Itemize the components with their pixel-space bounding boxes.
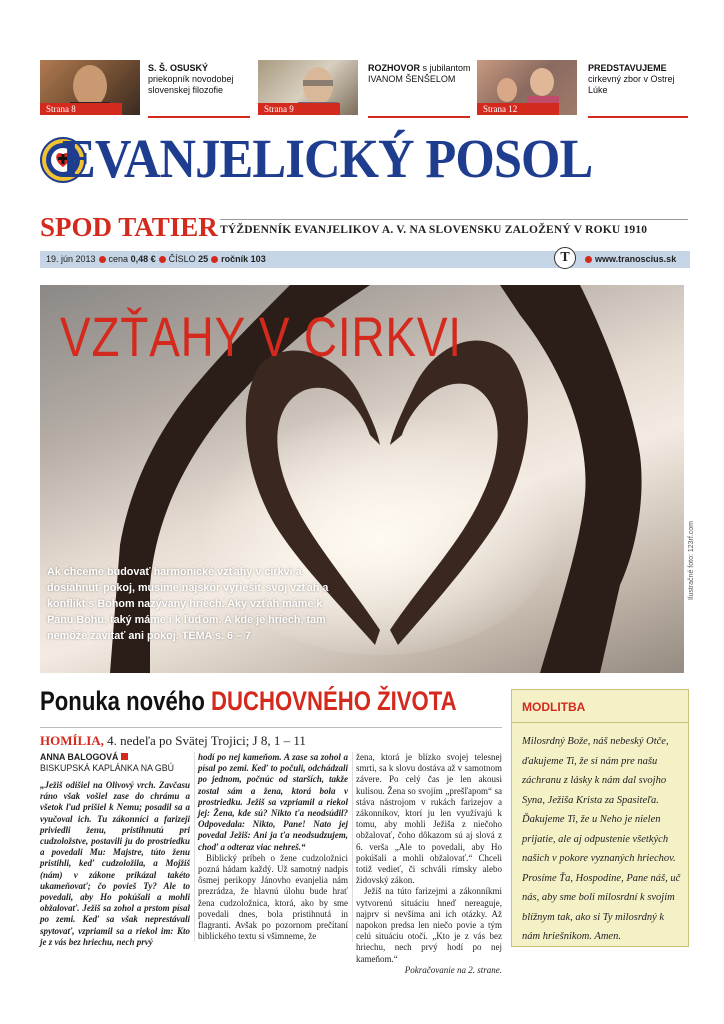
masthead-title: EVANJELICKÝ POSOL [62,128,593,189]
website-link[interactable] [582,251,676,268]
masthead-subtitle: SPOD TATIER [40,212,218,242]
bible-quote: „Ježiš odišiel na Olivový vrch. Zavčasu ráno však vošiel zase do chrámu a všetok ľud prišiel k Nemu; posadil sa a vyučoval ich. Tu zákonníci a farizeji priviedli ženu, pristihnutú pri cudzoložstve, postavili ju do prostriedku a povedali Mu: Majstre, túto ženu pristihli, keď cudzoložila, a Mojžiš (nám) v zákone prikázal takéto ukameňovať; čo povieš Ty? Ale to povedali, aby Ho pokúšali a mohli obžalovať. Ježiš sa zohol a prstom písal po zemi. Keď sa však neprestávali spytovať, vzpriamil sa a riekol im: Kto je z vás bez hriechu, nech prvý [40,780,190,947]
article-column-3 [356,752,502,976]
issue-info-bar [40,251,690,268]
article-column-1 [40,752,190,948]
teaser-title: ROZHOVOR [368,63,421,73]
hero-image [40,285,684,673]
price: 0,48 € [130,254,156,264]
issue-number: 25 [198,254,209,264]
prayer-box [511,689,689,947]
issue-label: ČÍSLO [168,254,196,264]
masthead-tagline: TÝŽDENNÍK EVANJELIKOV A. V. NA SLOVENSKU ZALOŽENÝ V ROKU 1910 [220,224,648,236]
bullet-icon [99,256,106,263]
continued-note[interactable]: Pokračovanie na 2. strane. [404,964,502,975]
article-paragraph: Ježiš na túto farizejmi a zákonníkmi vytvorenú situáciu hneď nereaguje, najprv si nevšíma ani ich otázky. Až napokon predsa len niečo povie a tým celú situáciu otočí. „Kto je z vás bez hriechu, nech prvý hodí po nej kameňom.“ [356,886,502,964]
prayer-header [512,690,688,723]
article-paragraph: žena, ktorá je blízko svojej telesnej smrti, sa k slovu dostáva až v samotnom závere. Po celý čas je len akousi kulisou. Žena so svojím „prešľapom“ sa stáva nástrojom v rukách farizejov a zákonníkov, ktorí ju len využívajú k tomu, aby mohli Ježiša z niečoho obžalovať, čoho dôkazom sú aj slová z 6. verša „Ale to povedali, aby Ho pokúšali a mohli obžalovať.“ Chceli totiž vedieť, či schváli rímsky alebo židovský zákon. [356,752,502,886]
hero-title: VZŤAHY V CIRKVI [60,305,462,368]
bible-quote-continued: hodí po nej kameňom. A zase sa zohol a písal po zemi. Keď to počuli, odchádzali po jednom, počnúc od starších, takže zostal sám a žena, ktorá bola v prostriedku. Ježiš sa vzpriamil a riekol jej: Žena, kde sú? Nikto ťa neodsúdil? Odpovedala: Nikto, Pane! Nato jej povedal Ježiš: Ani ja ťa neodsudzujem, choď a odteraz viac nehreš.“ [198,752,348,852]
teaser-page-label[interactable]: Strana 12 [477,103,559,115]
article-headline[interactable] [40,684,457,718]
photo-credit: Ilustračné foto: 123rf.com [688,521,695,600]
author-role: BISKUPSKÁ KAPLÁNKA NA GBÚ [40,763,174,773]
kicker-text: 4. nedeľa po Svätej Trojici; J 8, 1 – 11 [107,733,306,748]
teaser-photo-senshel [258,60,358,115]
column-divider [194,752,195,942]
issue-date: 19. jún 2013 [46,254,96,264]
headline-part-2: DUCHOVNÉHO ŽIVOTA [211,686,457,716]
teaser-page-label[interactable]: Strana 8 [40,103,122,115]
author-marker-icon [121,753,128,760]
teaser-title: PREDSTAVUJEME [588,63,667,73]
teaser-desc: cirkevný zbor v Ostrej Lúke [588,74,675,95]
article-kicker [40,733,306,749]
teaser-desc: priekopník novodobej slovenskej filozofie [148,74,234,95]
teaser-divider [588,116,688,118]
article-divider [40,727,502,728]
teaser-photo-ostra-luka [477,60,577,115]
teaser-title: S. Š. OSUSKÝ [148,63,209,73]
teaser-title-rest: s jubilantom [422,63,471,73]
tranoscius-logo-icon: T [554,247,576,269]
price-label: cena [108,254,129,264]
masthead-divider [220,219,688,220]
teaser-senshel[interactable] [368,63,476,85]
volume: ročník 103 [221,254,266,264]
teaser-page-label[interactable]: Strana 9 [258,103,340,115]
website-text: www.tranoscius.sk [595,254,677,264]
kicker-label: HOMÍLIA, [40,733,104,748]
teaser-osusky[interactable] [148,63,256,96]
article-paragraph: Biblický príbeh o žene cudzoložnici pozná hádam každý. Už samotný nadpis ôsmej perikopy Jánovho evanjelia nám prezrádza, že hlavnú úlohu bude hrať žena cudzoložnica, ktorá, ako by sme povedali dnes, bola pristihnutá in flagranti. Avšak po pozornom prečítaní biblického textu si všimneme, že [198,852,348,942]
prayer-heading: MODLITBA [522,700,586,714]
bullet-icon [585,256,592,263]
article-column-2 [198,752,348,942]
teaser-ostra-luka[interactable] [588,63,696,96]
bullet-icon [211,256,218,263]
headline-part-1: Ponuka nového [40,686,205,716]
prayer-text: Milosrdný Bože, náš nebeský Otče, ďakujeme Ti, že si nám pre našu záchranu z lásky k nám dal svojho Syna, Ježiša Krista za Spasiteľa. Ďakujeme Ti, že u Neho je nielen prijatie, ale aj odpustenie všetkých našich v pokore vyznaných hriechov. Prosíme Ťa, Hospodine, Pane náš, uč nás, aby sme boli milosrdní k svojim blížnym tak, ako si Ty milosrdný k nám hriešnikom. Amen. [522,736,681,942]
teaser-desc: IVANOM ŠENŠELOM [368,74,456,84]
teaser-photo-osusky [40,60,140,115]
teaser-divider [148,116,250,118]
column-divider [352,752,353,942]
author-name [40,752,190,763]
author-name-text: ANNA BALOGOVÁ [40,752,119,762]
hero-caption[interactable]: Ak chceme budovať harmonické vzťahy v cirkvi a dosiahnuť pokoj, musíme najskôr vyriešiť svoj vzťah a konflikt s Bohom nazývaný hriech. Aký vzťah máme k Pánu Bohu, taký máme i k ľuďom. A kde je hriech, tam nemôže zavítať ani pokoj. TÉMA s. 6 – 7 [47,566,329,642]
bullet-icon [159,256,166,263]
teaser-divider [368,116,470,118]
